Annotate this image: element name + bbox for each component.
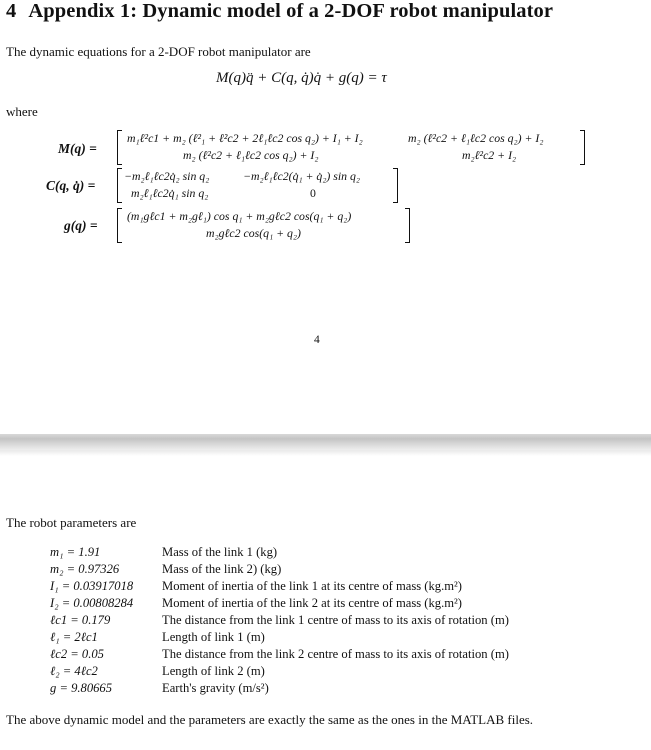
vector-g-left-bracket: [117, 208, 122, 243]
parameter-symbol: ℓ₂ = 4ℓc2: [50, 664, 98, 678]
parameter-description: Moment of inertia of the link 2 at its centre of mass (kg.m²): [162, 596, 463, 610]
vector-g-label: g(q) =: [64, 218, 98, 233]
parameter-symbol: m₁ = 1.91: [50, 545, 101, 559]
page-divider-shadow: [0, 450, 651, 456]
vector-g-row-1: (m₁gℓc1 + m₂gℓ₁) cos q₁ + m₂gℓc2 cos(q₁ + q₂): [127, 209, 352, 223]
parameter-description: Moment of inertia of the link 1 at its centre of mass (kg.m²): [162, 579, 463, 593]
vector-g-row-2: m₂gℓc2 cos(q₁ + q₂): [206, 226, 301, 240]
matrix-m-left-bracket: [117, 130, 122, 165]
matrix-m-right-bracket: [580, 130, 585, 165]
section-title: Appendix 1: Dynamic model of a 2-DOF robot manipulator: [28, 0, 554, 22]
page-number: 4: [314, 334, 320, 346]
parameter-description: Length of link 2 (m): [162, 664, 265, 678]
matrix-c-label: C(q, q̇) =: [46, 178, 96, 193]
section-heading: [6, 0, 553, 23]
parameter-description: Earth's gravity (m/s²): [162, 681, 269, 695]
matrix-c-cell-21: m₂ℓ₁ℓc2q̇₁ sin q₂: [131, 186, 209, 200]
matrix-c-right-bracket: [393, 168, 398, 203]
section-number: 4: [6, 0, 17, 22]
matrix-m-cell-12: m₂ (ℓ²c2 + ℓ₁ℓc2 cos q₂) + I₂: [408, 131, 544, 145]
intro-paragraph: The dynamic equations for a 2-DOF robot manipulator are: [6, 44, 311, 59]
parameter-description: The distance from the link 1 centre of mass to its axis of rotation (m): [162, 613, 509, 627]
parameter-description: Length of link 1 (m): [162, 630, 265, 644]
parameter-symbol: g = 9.80665: [50, 681, 113, 695]
matrix-m-cell-22: m₂ℓ²c2 + I₂: [462, 148, 517, 162]
parameter-symbol: ℓc1 = 0.179: [50, 613, 111, 627]
matrix-c-left-bracket: [117, 168, 122, 203]
parameter-symbol: ℓ₁ = 2ℓc1: [50, 630, 98, 644]
matrix-c-cell-22: 0: [310, 186, 316, 200]
parameter-symbol: I₂ = 0.00808284: [50, 596, 134, 610]
parameter-symbol: ℓc2 = 0.05: [50, 647, 104, 661]
main-equation: M(q)q̈ + C(q, q̇)q̇ + g(q) = τ: [216, 70, 387, 86]
matrix-m-cell-21: m₂ (ℓ²c2 + ℓ₁ℓc2 cos q₂) + I₂: [183, 148, 319, 162]
parameter-symbol: m₂ = 0.97326: [50, 562, 120, 576]
parameter-description: Mass of the link 2) (kg): [162, 562, 282, 576]
matrix-m-cell-11: m₁ℓ²c1 + m₂ (ℓ²₁ + ℓ²c2 + 2ℓ₁ℓc2 cos q₂) + I₁ + I₂: [127, 131, 363, 145]
parameter-description: Mass of the link 1 (kg): [162, 545, 278, 559]
matrix-c-cell-11: −m₂ℓ₁ℓc2q̇₂ sin q₂: [124, 169, 210, 183]
page-divider: [0, 434, 651, 450]
matrix-m-label: M(q) =: [58, 141, 97, 156]
parameter-description: The distance from the link 2 centre of mass to its axis of rotation (m): [162, 647, 509, 661]
closing-paragraph: The above dynamic model and the parameters are exactly the same as the ones in the MATLAB files.: [6, 712, 534, 727]
vector-g-right-bracket: [405, 208, 410, 243]
params-intro: The robot parameters are: [6, 515, 137, 530]
where-label: where: [6, 104, 38, 119]
matrix-c-cell-12: −m₂ℓ₁ℓc2(q̇₁ + q̇₂) sin q₂: [243, 169, 361, 183]
parameter-symbol: I₁ = 0.03917018: [50, 579, 134, 593]
